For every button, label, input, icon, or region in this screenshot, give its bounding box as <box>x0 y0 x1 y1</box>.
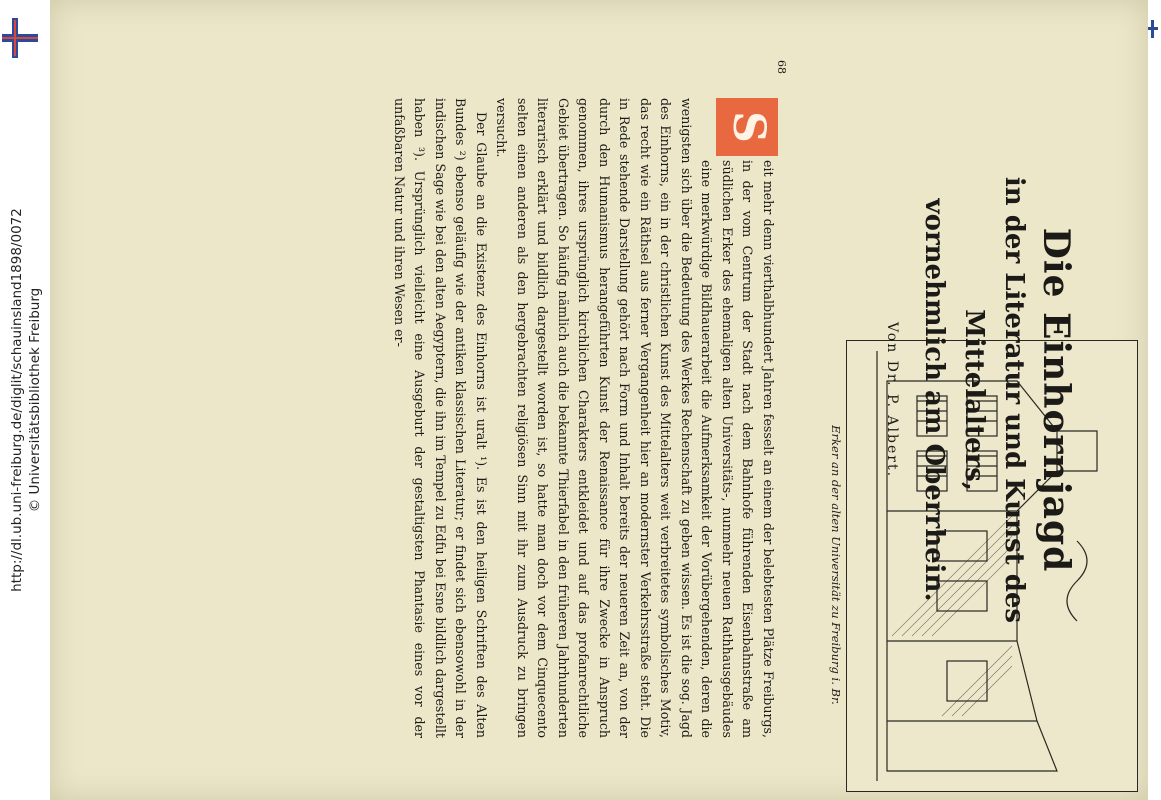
author-line: Von Dr. P. Albert. <box>884 321 900 479</box>
language-flag-icon[interactable] <box>2 18 38 58</box>
article-body <box>389 98 779 738</box>
page-number: 68 <box>775 60 788 74</box>
rotated-page-content <box>50 0 1148 800</box>
scanned-page <box>50 0 1148 800</box>
subtitle-line-1: in der Literatur und Kunst des <box>999 176 1029 624</box>
illustration-caption: Erker an der alten Universität zu Freiburg i. Br. <box>829 425 843 705</box>
paragraph-2: Der Glaube an die Existenz des Einhorns ist uralt ¹). Es ist den heiligen Schriften des Alten Bundes ²) ebenso geläufig wie der antiken klassischen Literatur; er findet sich ebensowohl in der indischen Sage wie bei den alten Aegyptern, die ihn im Tempel zu Edfu bei Esne bildlich dargestellt haben ³). Ursprünglich vielleicht eine Ausgeburt der gestaltigsten Phantasie eines vor der unfaßbaren Natur und ihren Wesen er- <box>392 98 489 738</box>
paragraph-1: eit mehr denn vierthalbhundert Jahren fesselt an einem der belebtesten Plätze Freiburgs, in der vom Centrum der Stadt nach dem Bahnhofe führenden Eisenbahnstraße am südlichen Erker des ehemaligen alten Universitäts-, nunmehr neuen Rathhausgebäudes eine merkwürdige Bildhauerarbeit die Aufmerksamkeit der Vorübergehenden, deren die wenigsten sich über die Bedeutung des Werkes Rechenschaft zu geben wissen. Es ist die sog. Jagd des Einhorns, ein in der christlichen Kunst des Mittelalters weit verbreitetes symbolisches Motiv, das recht wie ein Räthsel aus ferner Vergangenheit hier an modernster Verkehrsstraße steht. Die in Rede stehende Darstellung gehört nach Form und Inhalt bereits der neueren Zeit an, von der durch den Humanismus herangeführten Kunst der Renaissance für ihre Zwecke in Anspruch genommen, ihres ursprünglich kirchlichen Charakters entkleidet und auf das profanrechtliche Gebiet übertragen. So häufig nämlich auch die bekannte Thierfabel in den früheren Jahrhunderten literarisch erklärt und bildlich dargestellt worden ist, so hatte man doch vor dem Cinquecento selten einen anderen als den hergebrachten religiösen Sinn mit ihr zum Ausdruck zu bringen versucht. <box>494 98 776 738</box>
copyright-notice: © Universitätsbibliothek Freiburg <box>27 287 43 513</box>
source-url[interactable]: http://dl.ub.uni-freiburg.de/diglit/schauinsland1898/0072 <box>9 208 25 592</box>
article-header <box>884 0 1078 800</box>
subtitle-line-2: Mittelalters, <box>959 309 989 491</box>
subtitle-line-3: vornehmlich am Oberrhein. <box>919 198 949 602</box>
page-marker-icon <box>1148 20 1158 38</box>
decorated-initial: S <box>716 98 778 156</box>
side-citation <box>8 5 44 795</box>
article-title: Die Einhornjagd <box>1035 227 1077 573</box>
